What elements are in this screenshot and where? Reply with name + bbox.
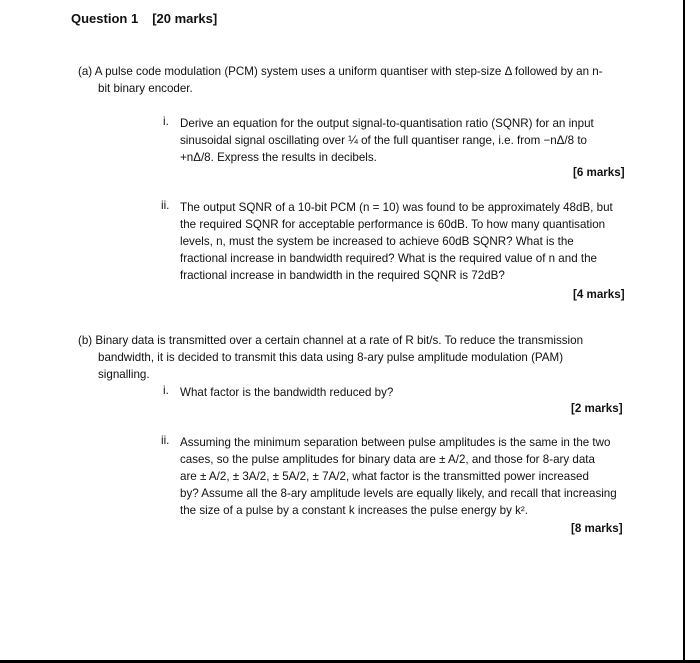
part-a-i-line-3: +nΔ/8. Express the results in decibels. [180,151,377,164]
part-b-cont [98,349,653,383]
part-a-ii [180,199,653,284]
part-a-line-1 [78,63,670,80]
part-b-line-2: bandwidth, it is decided to transmit this data using 8-ary pulse amplitude modulation (PAM) [98,351,564,364]
part-b-ii-line-4: by? Assume all the 8-ary amplitude levels are equally likely, and recall that increasing [180,487,617,500]
part-a [78,63,670,80]
part-a-ii-number: ii. [161,199,170,212]
part-a-i [180,115,653,166]
part-b-text-1: Binary data is transmitted over a certain channel at a rate of R bit/s. To reduce the transmission [95,334,584,347]
part-a-ii-line-1: The output SQNR of a 10-bit PCM (n = 10) was found to be approximately 48dB, but [180,201,613,214]
part-a-cont [98,80,658,97]
part-b-ii-line-5: the size of a pulse by a constant k increases the pulse energy by k². [180,504,529,517]
part-b-ii-line-3: are ± A/2, ± 3A/2, ± 5A/2, ± 7A/2, what factor is the transmitted power increased [180,470,589,483]
part-b-ii-line-1: Assuming the minimum separation between pulse amplitudes is the same in the two [180,436,611,449]
part-b-ii-marks: [8 marks] [571,522,623,535]
question-heading [71,11,217,26]
part-a-ii-line-5: fractional increase in bandwidth in the required SQNR is 72dB? [180,269,505,282]
page-border-right [683,0,685,663]
part-a-i-marks: [6 marks] [573,166,625,179]
part-b-label: (b) [78,334,93,347]
part-a-text-1: A pulse code modulation (PCM) system uses a uniform quantiser with step-size Δ followed by an n- [94,65,603,78]
part-b-i-number: i. [163,384,169,397]
part-a-label: (a) [78,65,93,78]
part-a-ii-line-3: levels, n, must the system be increased to achieve 60dB SQNR? What is the [180,235,574,248]
part-b-ii-line-2: cases, so the pulse amplitudes for binary data are ± A/2, and those for 8-ary data [180,453,595,466]
part-a-i-number: i. [163,115,169,128]
part-a-ii-line-4: fractional increase in bandwidth required? What is the required value of n and the [180,252,597,265]
part-a-i-line-1: Derive an equation for the output signal-to-quantisation ratio (SQNR) for an input [180,117,594,130]
part-b-i-line-1: What factor is the bandwidth reduced by? [180,386,394,399]
part-a-ii-line-2: the required SQNR for acceptable performance is 60dB. To how many quantisation [180,218,606,231]
part-b [78,332,653,349]
part-b-i [180,384,653,401]
part-a-ii-marks: [4 marks] [573,288,625,301]
question-total-marks: [20 marks] [152,11,218,26]
part-a-line-2: bit binary encoder. [98,82,193,95]
part-b-i-marks: [2 marks] [571,402,623,415]
part-b-line-3: signalling. [98,368,150,381]
question-title: Question 1 [71,11,139,26]
part-b-ii-number: ii. [161,434,170,447]
part-b-line-1 [78,332,653,349]
part-a-i-line-2: sinusoidal signal oscillating over ¼ of the full quantiser range, i.e. from −nΔ/8 to [180,134,587,147]
part-b-ii [180,434,653,519]
